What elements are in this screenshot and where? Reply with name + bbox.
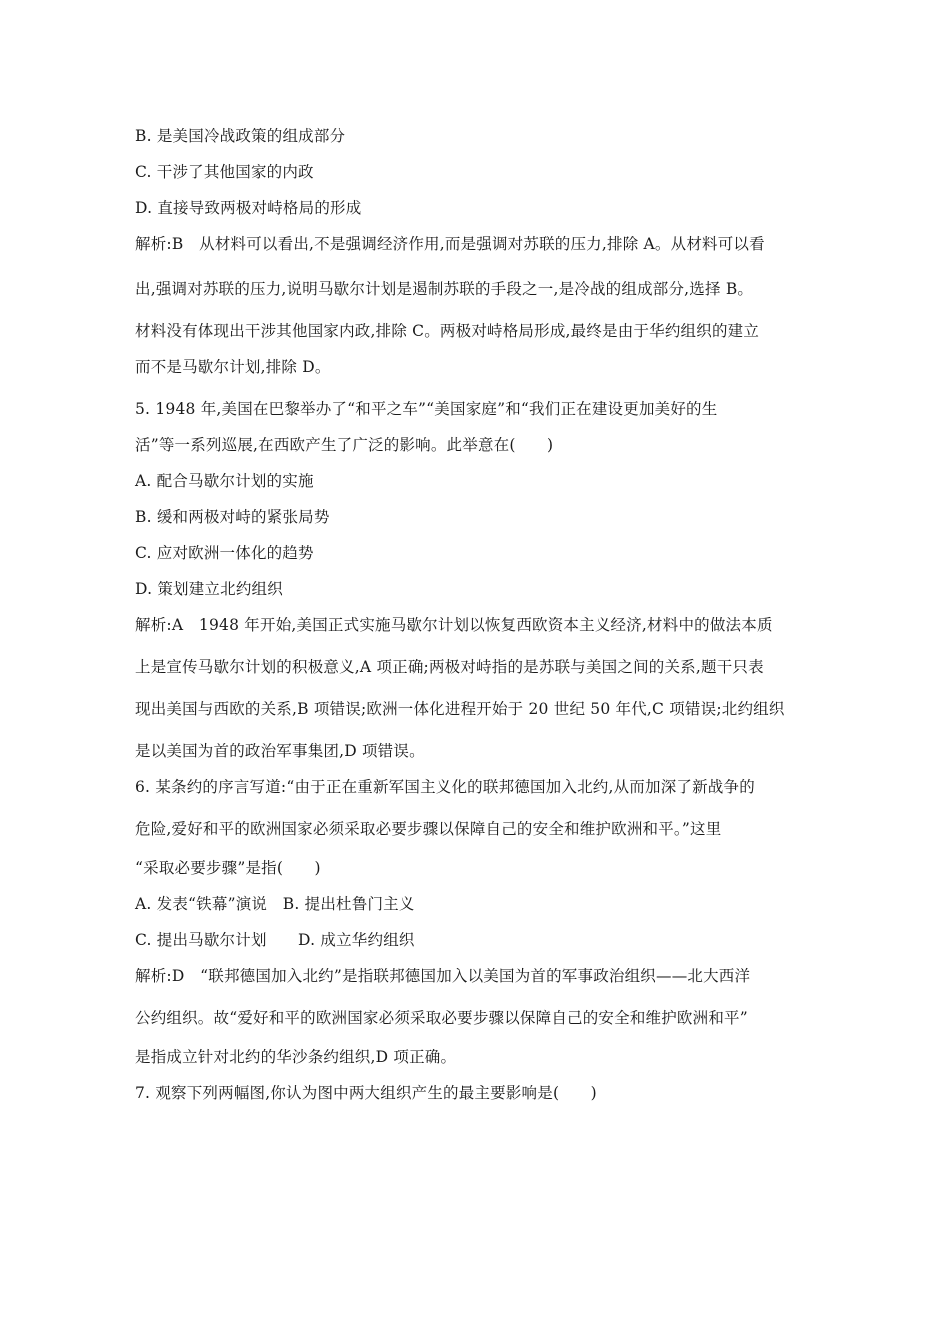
analysis-q5-line1: 解析:A 1948 年开始,美国正式实施马歇尔计划以恢复西欧资本主义经济,材料中的做法本质 <box>135 616 773 634</box>
options-ab-q6: A. 发表“铁幕”演说 B. 提出杜鲁门主义 <box>135 895 415 913</box>
analysis-q4-line1: 解析:B 从材料可以看出,不是强调经济作用,而是强调对苏联的压力,排除 A。从材料可以看 <box>135 235 765 253</box>
question-6-line3: “采取必要步骤”是指( ) <box>135 859 321 877</box>
analysis-q5-line3: 现出美国与西欧的关系,B 项错误;欧洲一体化进程开始于 20 世纪 50 年代,C 项错误;北约组织 <box>135 700 785 718</box>
option-b-q5: B. 缓和两极对峙的紧张局势 <box>135 508 330 526</box>
analysis-q6-line2: 公约组织。故“爱好和平的欧洲国家必须采取必要步骤以保障自己的安全和维护欧洲和平” <box>135 1009 748 1027</box>
analysis-q4-line4: 而不是马歇尔计划,排除 D。 <box>135 358 331 376</box>
option-b-q4: B. 是美国冷战政策的组成部分 <box>135 127 346 145</box>
options-cd-q6: C. 提出马歇尔计划 D. 成立华约组织 <box>135 931 415 949</box>
analysis-q4-line3: 材料没有体现出干涉其他国家内政,排除 C。两极对峙格局形成,最终是由于华约组织的建立 <box>135 322 760 340</box>
option-d-q5: D. 策划建立北约组织 <box>135 580 283 598</box>
analysis-q5-line2: 上是宣传马歇尔计划的积极意义,A 项正确;两极对峙指的是苏联与美国之间的关系,题干只表 <box>135 658 764 676</box>
option-c-q5: C. 应对欧洲一体化的趋势 <box>135 544 314 562</box>
question-7: 7. 观察下列两幅图,你认为图中两大组织产生的最主要影响是( ) <box>135 1084 597 1102</box>
option-c-q4: C. 干涉了其他国家的内政 <box>135 163 314 181</box>
question-6-line1: 6. 某条约的序言写道:“由于正在重新军国主义化的联邦德国加入北约,从而加深了新战争的 <box>135 778 755 796</box>
analysis-q4-line2: 出,强调对苏联的压力,说明马歇尔计划是遏制苏联的手段之一,是冷战的组成部分,选择 B。 <box>135 280 754 298</box>
question-6-line2: 危险,爱好和平的欧洲国家必须采取必要步骤以保障自己的安全和维护欧洲和平。”这里 <box>135 820 722 838</box>
option-d-q4: D. 直接导致两极对峙格局的形成 <box>135 199 362 217</box>
analysis-q6-line3: 是指成立针对北约的华沙条约组织,D 项正确。 <box>135 1048 457 1066</box>
analysis-q5-line4: 是以美国为首的政治军事集团,D 项错误。 <box>135 742 425 760</box>
question-5-line1: 5. 1948 年,美国在巴黎举办了“和平之车”“美国家庭”和“我们正在建设更加美好的生 <box>135 400 718 418</box>
option-a-q5: A. 配合马歇尔计划的实施 <box>135 472 314 490</box>
question-5-line2: 活”等一系列巡展,在西欧产生了广泛的影响。此举意在( ) <box>135 436 554 454</box>
analysis-q6-line1: 解析:D “联邦德国加入北约”是指联邦德国加入以美国为首的军事政治组织——北大西洋 <box>135 967 751 985</box>
